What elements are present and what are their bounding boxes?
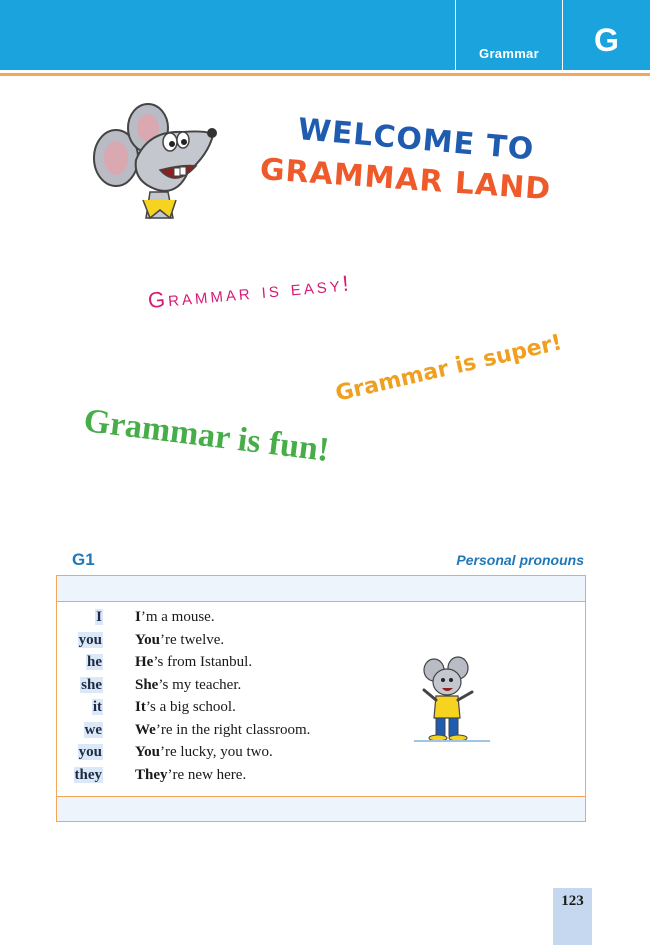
sentence-subject: You xyxy=(135,744,161,760)
mouse-mascot-full-icon xyxy=(412,656,492,746)
pronoun-label xyxy=(57,632,103,649)
sentence-rest: ’re in the right classroom. xyxy=(155,721,311,738)
pronoun-text: you xyxy=(78,744,102,760)
sentence-rest: ’m a mouse. xyxy=(140,609,215,625)
pronoun-label xyxy=(57,699,103,716)
pronoun-text: he xyxy=(87,654,102,670)
pronoun-text: we xyxy=(84,721,102,738)
sentence-rest: ’s my teacher. xyxy=(158,676,242,693)
pronoun-label xyxy=(57,654,103,671)
header-separator xyxy=(455,0,456,70)
pronoun-text: she xyxy=(81,676,102,693)
page-number: 123 xyxy=(561,893,584,909)
section-topic: Personal pronouns xyxy=(456,552,584,568)
title-line-1: WELCOME TO xyxy=(296,112,536,168)
slogan-easy: Grammar is easy! xyxy=(146,270,353,313)
pronoun-label xyxy=(57,609,103,626)
example-sentence xyxy=(135,744,273,761)
pronoun-text: you xyxy=(78,631,102,648)
pronoun-text: I xyxy=(96,609,102,625)
example-sentence xyxy=(135,609,215,626)
pronoun-table xyxy=(56,575,586,822)
sentence-subject: You xyxy=(135,631,161,648)
slogan-fun: Grammar is fun! xyxy=(81,402,332,469)
section-letter: G xyxy=(594,22,619,58)
example-sentence xyxy=(135,654,252,671)
sentence-subject: They xyxy=(135,766,168,783)
sentence-rest: ’s from Istanbul. xyxy=(153,654,253,670)
sentence-subject: I xyxy=(135,609,141,625)
sentence-subject: We xyxy=(135,721,156,738)
table-footer-band xyxy=(57,796,585,821)
example-sentence xyxy=(135,699,236,716)
sentence-rest: ’re lucky, you two. xyxy=(160,744,273,760)
sentence-rest: ’re new here. xyxy=(167,766,247,783)
sentence-rest: ’s a big school. xyxy=(145,699,236,715)
example-sentence xyxy=(135,722,310,739)
header-rule xyxy=(0,73,650,76)
section-label: Grammar xyxy=(479,46,539,61)
sentence-subject: He xyxy=(135,654,154,670)
sentence-subject: It xyxy=(135,699,146,715)
sentence-rest: ’re twelve. xyxy=(160,631,225,648)
pronoun-label xyxy=(57,767,103,784)
pronoun-label xyxy=(57,677,103,694)
pronoun-text: it xyxy=(92,699,102,715)
pronoun-text: they xyxy=(74,766,102,783)
mouse-mascot-head-icon xyxy=(88,100,228,225)
example-sentence xyxy=(135,677,241,694)
table-header-band xyxy=(57,576,585,602)
title-line-2: GRAMMAR LAND xyxy=(258,152,553,208)
pronoun-label xyxy=(57,722,103,739)
slogan-super: Grammar is super! xyxy=(333,330,565,407)
section-code: G1 xyxy=(72,550,95,569)
example-sentence xyxy=(135,632,224,649)
sentence-subject: She xyxy=(135,676,159,693)
example-sentence xyxy=(135,767,246,784)
pronoun-label xyxy=(57,744,103,761)
